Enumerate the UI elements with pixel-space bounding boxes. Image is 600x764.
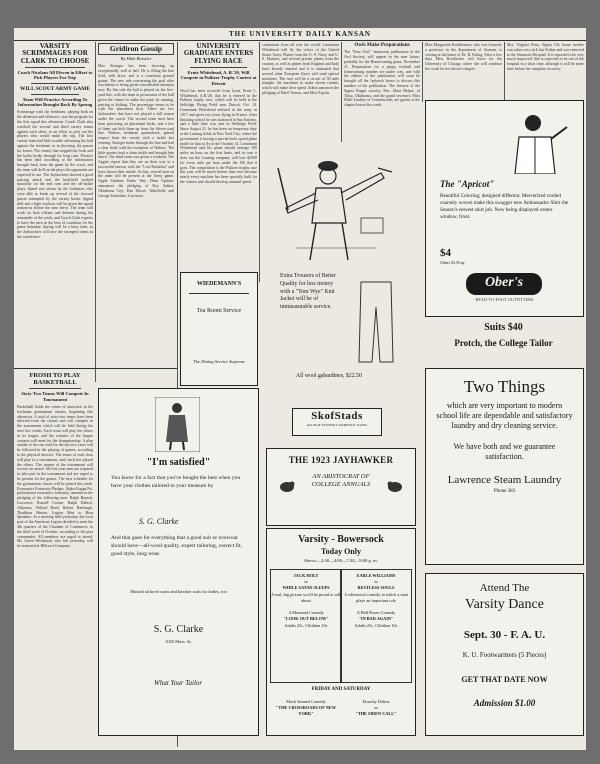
coming-line: Mack Sennett Comedy [286,699,326,704]
headline: FROSH TO PLAY BASKETBALL [29,372,81,386]
ad-wiedemanns [180,272,258,386]
feature-comedy: A Hall Room Comedy [356,610,396,616]
apricot-price: $4 [440,247,451,259]
ad-lawrence-laundry [425,368,584,565]
trousers-icon [351,277,401,367]
column-rule [95,42,96,382]
dance-admission: Admission $1.00 [473,698,536,708]
ad-tagline: The Dining Service Supreme [193,359,245,364]
laundry-body2: We have both and we guarantee satisfaction. [453,441,556,461]
ad-title: WIEDEMANN'S [196,281,242,287]
newspaper-page [14,28,586,750]
ad-body: You know for a fact that you've bought the best when you have your clothes tailored to your measure by [111,475,241,489]
show-times: Shows—2:30—4:00—7:30—9:00 p. m. [304,558,378,563]
friday-saturday: FRIDAY AND SATURDAY [311,687,371,692]
theater-title: Varsity - Bowersock [298,534,384,545]
article-frosh-basketball [17,373,93,763]
coming-title: "THE SIREN CALL" [355,711,397,717]
laundry-body: which are very important to modern school life are dependable and satisfactory laundry and dry cleaning service. [436,401,573,431]
article-body: Word has been received from Lieut. Ernie C. Whitehead, A.B.'20, that he is entered in the Pulitzer trophy race, which will be held at the Selfridge Flying Field near Detroit, Oct. 14. Lieutenant Whitehead enlisted in the army in 1917 and spent two years flying in France. After finishing school he was stationed at San Antonio, and a little later was sent to Selfridge Field. Since August 21, he has been on temporary duty at the Lansing fields in New York City, where the government is having a special built, speed plane made for him to fly in the October 14. Lieutenant Whitehead said his plane should average 190 miles an hour on the first heats, and in case it does not the Lansing company will lose $2500 for every mile per hour under the 190 that it goes. The competition is the Pulitzer trophy race this year will be much keener than ever because nearly every machine has been specially built for the contest and should develop unusual speed. [180,88,257,185]
logo-name: SkofStads [311,410,363,422]
dance-date: Sept. 30 - F. A. U. [463,629,546,641]
ad-note: Munich tailored coats and knicker suits for ladies, too [130,589,227,594]
coming-in: in [374,705,378,711]
coming-title: "THE CROSSROADS OF NEW YORK" [275,705,337,717]
subheadline: Coach Nicolans All Eleven in Effort to Pick Players For Trip [17,70,93,81]
feature-in: in [374,579,378,585]
article-body: Mrs. Virginia Petty, Sigma Chi house mother was taken very sick last Friday and was removed to the Simmons Hospital. It is reported to be very much improved. She is expected to be out of the hospital in a short time, although it will be some time before her complete recovery. [507,43,584,71]
subheadline: Team Will Practice According To Information Brought Back By Sprong [17,96,93,108]
ad-price: All wool gabardines, $22.50 [296,373,362,379]
feature-left [270,569,342,683]
apricot-title: The "Apricot" [440,179,495,189]
headline: VARSITY SCRIMMAGES FOR CLARK TO CHOOSE [20,42,90,65]
feature-prices: Adults 25c, Children 10c [354,622,398,628]
apricot-price-note: Others $3.50 up [440,261,465,265]
subheadline: Sixty-Two Teams Will Compete In Tournament [21,391,89,402]
feature-comedy-title: "LOOK OUT BELOW" [283,616,329,622]
ad-title: THE 1923 JAYHAWKER [288,455,394,465]
dance-cta: GET THAT DATE NOW [461,675,548,684]
byline: By Hide Bessiler [120,55,152,61]
coming-right [343,699,409,717]
dance-attend: Attend The [479,582,530,594]
feature-desc: A real, big picture you'll be proud to talk about [271,591,341,603]
cartoon-figure-icon [266,128,416,268]
subheadline: Ernie Whitehead, A. B.'20, Will Compete in Pulitzer Trophy Contest at Detroit [180,70,257,86]
man-in-shirt-icon [511,109,571,174]
laundry-title: Two Things [463,377,546,396]
feature-title: RESTLESS SOULS [357,585,395,591]
feature-desc: A whimsical comedy in which a man plays an important role [344,591,408,603]
feature-star: JACK HOLT [293,573,319,578]
column-rule [259,42,260,282]
feature-right [340,569,412,683]
ad-varsity-bowersock [266,528,416,736]
article-varsity-scrimmages [17,43,93,368]
jayhawk-bird-icon [385,477,405,497]
article-gridiron-gossip [98,43,174,372]
article-continued [262,43,339,128]
masthead-title: THE UNIVERSITY DAILY KANSAN [229,30,371,38]
ad-headline: "I'm satisfied" [146,457,211,468]
column-rule [504,42,505,102]
ad-trousers [266,273,414,379]
feature-comedy: A Mermaid Comedy [288,610,324,616]
skofstads-logo [292,408,382,436]
apricot-body: Beautiful Coloring; designed different. Mercerized corded coarsely woven make this swagger new Ambassador Shirt the Season's newest shirt job. Now being displayed center window, front. [440,193,569,221]
ad-name: S. G. Clarke [153,624,204,635]
headline: UNIVERSITY GRADUATE ENTERS FLYING RACE [183,42,254,65]
today-only: Today Only [321,547,361,556]
ad-signature: What Your Tailor [154,679,203,687]
coming-left [273,699,339,717]
dance-title: Varsity Dance [465,597,544,612]
subheadline: WILL SCOUT ARMY GAME [20,85,90,92]
article-body: Miss Marguerite Ruckhenson, who was formerly a professor in the department of German, is visiting at the home of Dr. R. Esling. After a few days Miss Rockhetter will leave for the University of Chicago where she will continue her work for her doctor's degree. [425,43,502,71]
tailored-man-icon [155,397,200,452]
column-rule [422,42,423,102]
headline: Owls Make Preparations [354,42,410,48]
illustration-cartoon [266,128,416,268]
feature-title: WHILE SATAN SLEEPS [282,585,330,591]
feature-prices: Adults 25c, Children 10c [284,622,328,628]
article-body: Max Krueger has been showing up exceptionally well at half. He is filling the line field, with drive, and is a consistent ground gainer. The new rule concerning the goal after touchdown is being given considerable attention now. By this rule the ball is placed on the five-yard line, with the team in possession of the ball given the chance to make the point by running, passing or kicking. The percentage seems to be with the placement kick. There are few Jayhawkers that have not played a full season under the coach. The second team men have been practicing on placement kicks, and a few of them can kick them up from the fifteen yard line. Walters, freshman quarterback, gained respect from the varsity with a tackle last evening. Krueger broke through the line and had a clear field, with the exception of Walters. The little quarter took a clean tackle and brought him down. The third team was given a workout. The Aggies report that they are on their way to a successful season, with the "Lost Battalion" and have shown their mettle. At that, several men on the team will be present at the Army game. Apple Stadium Under Way. Dean Upshaw announces the pledging of Roy Saltier, Oklahoma City; Dan Moore, Wakefield; and George Schneider, Lawrence. [98,64,174,198]
masthead [14,28,586,41]
ad-protch [425,318,582,368]
feature-comedy-title: "IN BAD AGAIN" [358,616,394,622]
article-body: Scrimmage with the freshmen, playing both on the defensive and offensive, was the program for the first squad this afternoon. Coach Clark also watched the second and third varsity teams against each other, in an effort to pick out the players who would make the trip. The first varsity team had little trouble advancing the ball against the freshmen or in throwing the passes for losses. The varsity line stopped the frosh and the backs broke through for long runs. Practice has been held according to the information brought back from the game by the scout, and the team will drill on the plays the opponents are expected to use. The Jayhawkers showed a good passing attack and the backfield worked smoothly on the end runs and the off-tackle plays. Speed was shown by the freshmen, who were able to break up several of the forward passes attempted by the varsity backs. Signal drill and a light workout will be given the squad tomorrow before the men leave. The team will work on both offense and defense during the remainder of the week, and Coach Clark expects to have the men in the best of condition for the game Saturday. Spring will be a busy time, as the Jayhawkers will face the strongest teams in the conference. [17,110,93,240]
article-flying-race [180,43,257,279]
ad-address: 1025 Mass. St. [165,639,192,644]
article-owls [344,43,420,126]
signature-image: S. G. Clarke [139,517,179,526]
article-notes [507,43,584,89]
laundry-phone: Phone 383 [493,489,516,495]
feature-star: EARLE WILLIAMS [356,573,396,578]
article-body: contestants from all over the world. Lieutenant Whitehead will fly the colors of the United States Army. Planes from the U. S. Navy, and U. S. Marines, and several private planes from the country, as well as planes from England and Italy have already entered and it is estimated that several other European flyers will send special machines. The race will be a circuit of 50 mile triangle, the machines to make eleven rounds, which will make their speed. Admit annonces the pledging of Ethel Vernon, and Miss Espoln. [262,43,339,95]
headline: Gridiron Gossip [98,43,174,55]
dance-band: K. U. Footwarmers (5 Pieces) [462,651,547,659]
article-body: The "Sour Owl," humorous publication of the Owl Society, will appear in the near future, probably for the Homecoming game, November 11. Preparations for a peppy football and homecoming number are under way, and with the editors of the publication will soon be brought all the Jayhawk house to discuss this number of the publication. The director of the Sigma Kappa sorority, Mrs. Alma Helper, of Tulsa, Oklahoma, and the grand secretary, Miss Edith Lindsey of Leavenworth, are guests at the chapter house this week. [344,50,420,108]
logo-sub: ALLIN & SYSTEM LAWRENCE, KANS. [306,423,368,427]
ad-jayhawker [266,448,416,526]
ad-clarke [98,388,259,736]
obers-sub: HEAD-TO-FOOT OUTFITTERS [475,298,534,302]
protch-price: Suits $40 [484,322,523,333]
ad-body: Extra Trousers of Better Quality for less money with a "Tom Wye" Knit Jacket will be of immeasurable service. [280,273,336,311]
article-body: Basketball holds the center of attraction in the freshman gymnasium classes, beginning this afternoon. A total of sixty-two teams have been selected from the classes and will compete in the tournament which will be held during the next few weeks. Each team will play the others in its league, and the winners of the league contests will meet for the championship. A plan similar to the one used for the last two years will be followed in the playing of games, according to the physical director. The teams of each class will play in a tournament, until each has played the others. The winner of the tournament will receive an award. All first-year men are required to take part in the tournament and are urged to be present for the games. The new schedule for the gymnasium classes will be posted this week. Economics Fraternity Pledges. Alpha Kappa Psi, professional economics fraternity, announces the pledging of the following men: Ralph Barnett, Lawrence; Russell Crouse; Ralph Dabich, Atkinson; Willard Reed; Robert Harbaugh, Thaddeus Hinton. Legion Men to Hear Speakers. At a meeting held yesterday, the local post of the American Legion decided to meet the 4th quarters of the Chamber of Commerce, in the third week of October, according to the post commander. All members are urged to attend. Mr. Green Westbrook, who left yesterday, will be stationed at Hillcrest Company. [17,405,93,549]
ad-body: And that goes for everything that a good suit or overcoat should have—all-wool quality, expert tailoring, correct fit, good style, long wear. [111,535,242,557]
feature-in: in [304,579,308,585]
ad-line: Tea Room Service [196,308,242,314]
ad-subtitle: AN ARISTOCRAT OF COLLEGE ANNUALS [311,473,371,488]
jayhawk-bird-icon [277,477,297,497]
protch-name: Protch, the College Tailor [454,338,553,348]
article-notes [425,43,502,89]
ad-varsity-dance [425,573,584,736]
laundry-name: Lawrence Steam Laundry [447,474,562,487]
coming-line: Dorothy Dalton [362,699,390,704]
column-rule [341,42,342,142]
obers-logo: Ober's [466,273,542,295]
ad-obers-apricot [425,100,584,317]
